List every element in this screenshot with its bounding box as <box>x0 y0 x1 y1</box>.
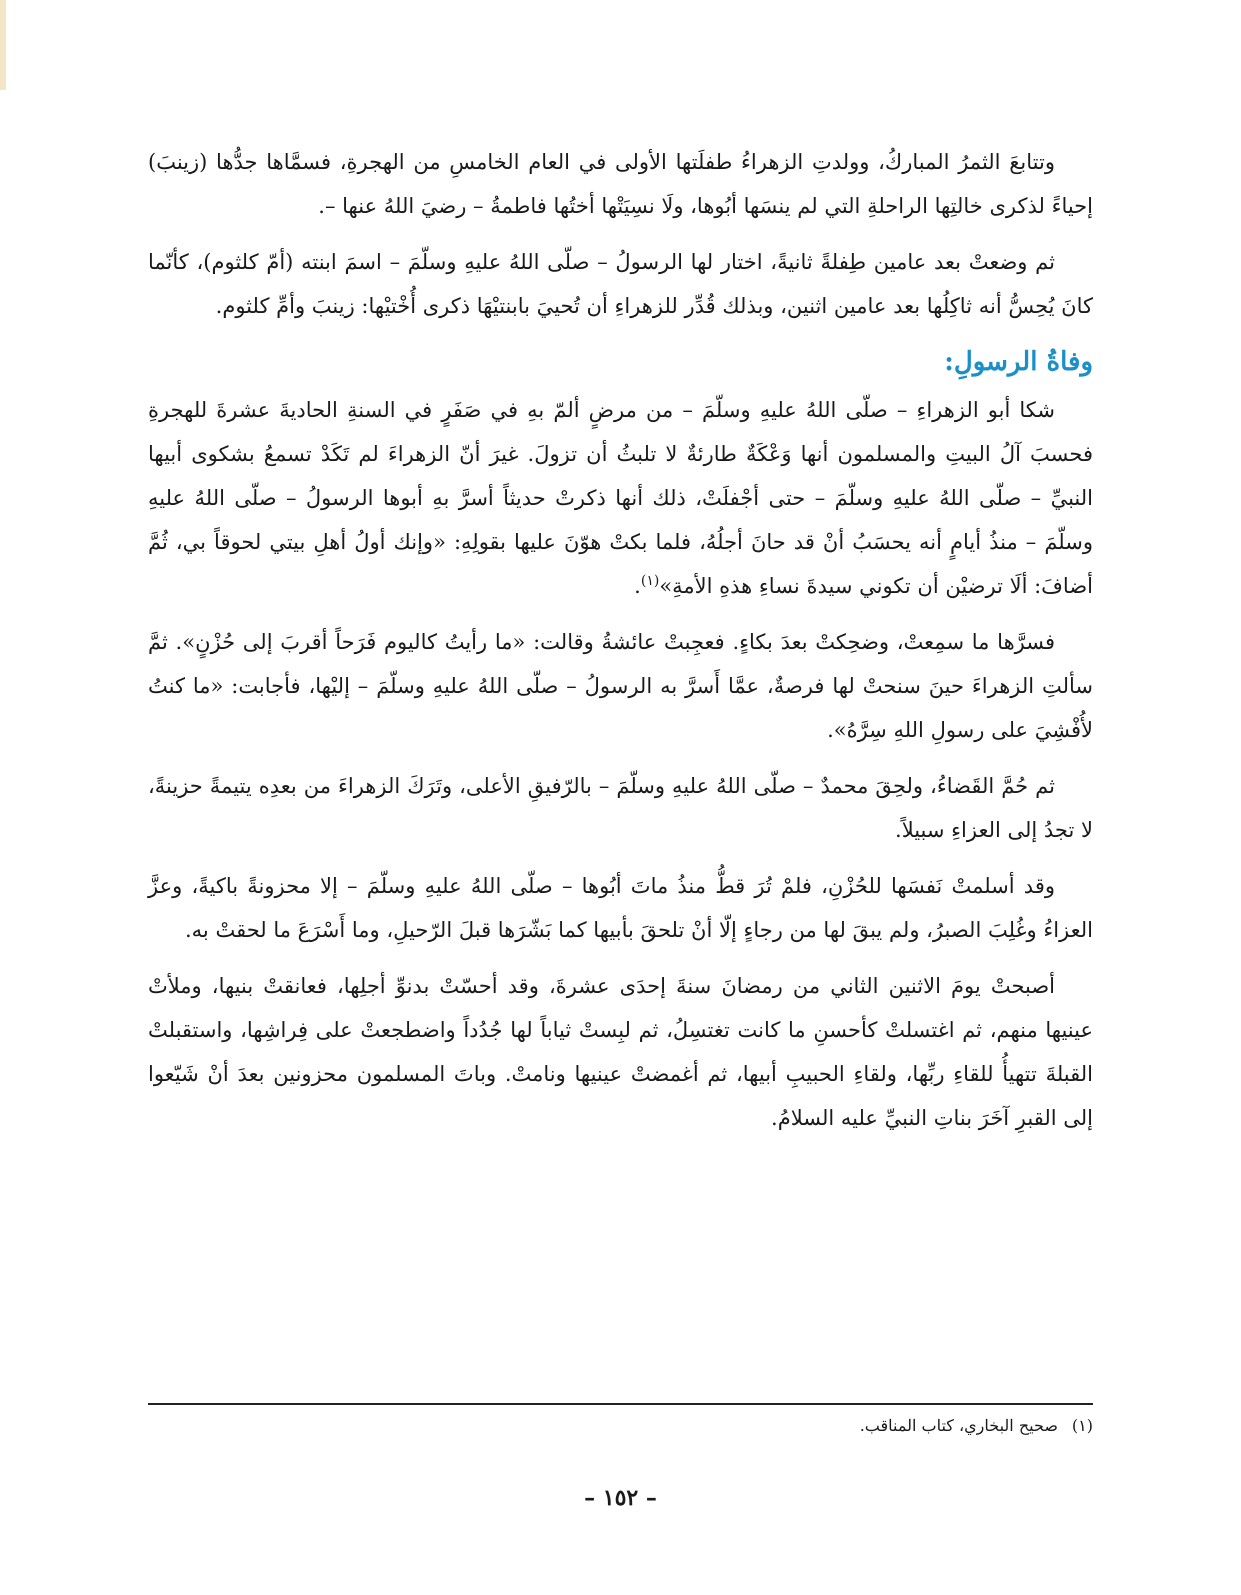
paragraph-birth-zaynab: وتتابعَ الثمرُ المباركُ، وولدتِ الزهراءُ طفلَتها الأولى في العام الخامسِ من الهجرةِ، فسمَّاها جدُّها (زينبَ) إحياءً لذكرى خالتِها الراحلةِ التي لم ينسَها أبُوها، ولَا نسِيَتْها أختُها فاطمةُ – رضيَ اللهُ عنها –. <box>148 150 1093 218</box>
paragraph-prophet-illness-text: شكا أبو الزهراءِ – صلّى اللهُ عليهِ وسلّمَ – من مرضٍ ألمّ بهِ في صَفَرٍ في السنةِ الحاديةَ عشرةَ للهجرةِ فحسبَ آلُ البيتِ والمسلمون أنها وَعْكَةٌ طارئةٌ لا تلبثُ أن تزولَ. غيرَ أنّ الزهراءَ لم تَكَدْ تسمعُ بشكوى أبيها النبيِّ – صلّى اللهُ عليهِ وسلّمَ – حتى أجْفلَتْ، ذلك أنها ذكرتْ حديثاً أسرَّ بهِ أبوها الرسولُ – صلّى اللهُ عليهِ وسلّمَ – منذُ أيامٍ أنه يحسَبُ أنْ قد حانَ أجلُهُ، فلما بكتْ هوّنَ عليها بقولِهِ: «وإنك أولُ أهلِ بيتي لحوقاً بي، ثُمَّ أضافَ: ألَا ترضيْن أن تكوني سيدةَ نساءِ هذهِ الأمةِ» <box>148 398 1093 598</box>
page-edge-mark <box>0 0 6 90</box>
paragraph-zahra-grief: وقد أسلمتْ نَفسَها للحُزْنِ، فلمْ تُرَ قطُّ منذُ ماتَ أبُوها – صلّى اللهُ عليهِ وسلّمَ – إلا محزونةً باكيةً، وعزَّ العزاءُ وغُلِبَ الصبرُ، ولم يبقَ لها من رجاءٍ إلّا أنْ تلحقَ بأبيها كما بَشّرَها قبلَ الرّحيلِ، وما أَسْرَعَ ما لحقتْ به. <box>148 874 1093 942</box>
footnote-divider <box>148 1403 1093 1405</box>
paragraph-prophet-illness-tail: . <box>634 574 641 598</box>
paragraph-aisha-question: فسرَّها ما سمِعتْ، وضحِكتْ بعدَ بكاءٍ. فعجِبتْ عائشةُ وقالت: «ما رأيتُ كاليوم فَرَحاً أقربَ إلى حُزْنٍ». ثمَّ سألتِ الزهراءَ حينَ سنحتْ لها فرصةٌ، عمَّا أَسرَّ به الرسولُ – صلّى اللهُ عليهِ وسلّمَ – إليْها، فأجابت: «ما كنتُ لأُفْشِيَ على رسولِ اللهِ سِرَّهُ». <box>148 630 1093 742</box>
paragraph-birth-umm-kulthum: ثم وضعتْ بعد عامين طِفلةً ثانيةً، اختار لها الرسولُ – صلّى اللهُ عليهِ وسلّمَ – اسمَ ابنته (أمّ كلثوم)، كأنّما كانَ يُحِسُّ أنه ثاكِلُها بعد عامين اثنين، وبذلك قُدِّر للزهراءِ أن تُحييَ بابنتيْهَا ذكرى أُخْتيْها: زينبَ وأمِّ كلثوم. <box>148 250 1093 318</box>
section-heading: وفاةُ الرسولِ: <box>944 347 1093 377</box>
page-number: – ١٥٢ – <box>584 1485 657 1511</box>
paragraph-prophet-illness <box>148 388 1093 608</box>
paragraph-prophet-death: ثم حُمَّ القَضاءُ، ولحِقَ محمدٌ – صلّى اللهُ عليهِ وسلّمَ – بالرّفيقِ الأعلى، وتَرَكَ الزهراءَ من بعدِه يتيمةً حزينةً، لا تجدُ إلى العزاءِ سبيلاً. <box>148 774 1093 842</box>
footnote-text: صحيح البخاري، كتاب المناقب. <box>859 1416 1058 1435</box>
book-page-body <box>148 140 1093 1152</box>
footnote-number: (١) <box>1071 1416 1093 1435</box>
footnote-reference: (١) <box>640 573 660 589</box>
footnote <box>148 1414 1093 1438</box>
paragraph-zahra-death: أصبحتْ يومَ الاثنين الثاني من رمضانَ سنةَ إحدَى عشرةَ، وقد أحسّتْ بدنوِّ أجلِها، فعانقتْ بنيها، وملأتْ عينيها منهم، ثم اغتسلتْ كأحسنِ ما كانت تغتسِلُ، ثم لبِستْ ثياباً لها جُدُداً واضطجعتْ على فِراشِها، واستقبلتْ القبلةَ تتهيأُ للقاءِ ربِّها، ولقاءِ الحبيبِ أبيها، ثم أغمضتْ عينيها ونامتْ. وباتَ المسلمون محزونين بعدَ أنْ شَيّعوا إلى القبرِ آخَرَ بناتِ النبيِّ عليه السلامُ. <box>148 974 1093 1130</box>
